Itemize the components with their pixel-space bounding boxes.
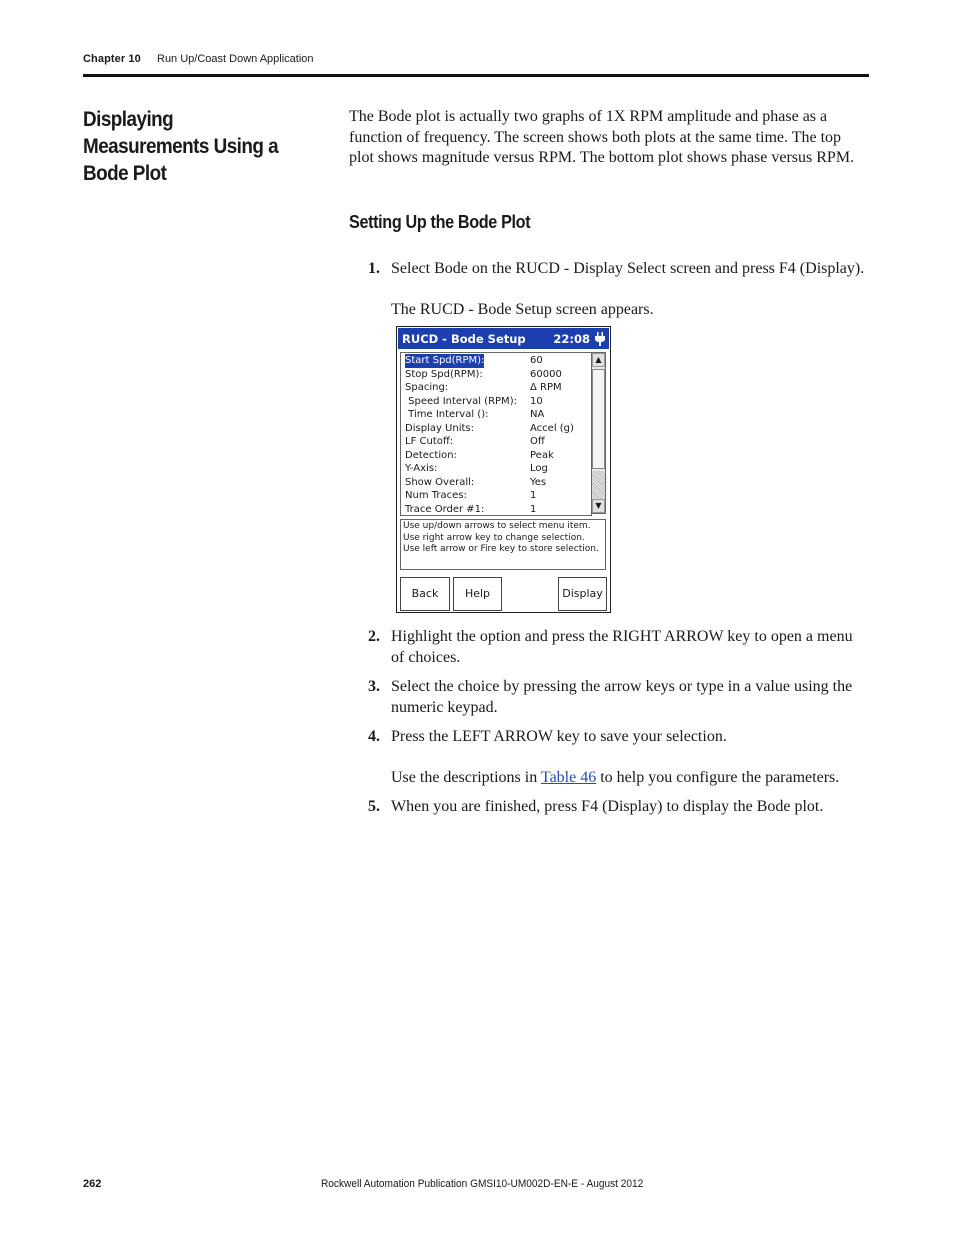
step-number: 2. — [368, 628, 380, 645]
setting-label: Time Interval (): — [405, 409, 489, 420]
setting-label: Trace Order #1: — [405, 503, 485, 515]
step-number: 1. — [368, 260, 380, 277]
setting-value: Log — [530, 463, 548, 474]
page-number: 262 — [83, 1178, 102, 1190]
setting-label: Num Traces: — [405, 490, 467, 501]
setting-row[interactable] — [403, 408, 591, 422]
chapter-title: Run Up/Coast Down Application — [157, 53, 314, 65]
setting-row[interactable] — [403, 422, 591, 436]
step-text: Select Bode on the RUCD - Display Select screen and press F4 (Display). — [391, 260, 865, 277]
note-text: Use the descriptions in — [391, 769, 541, 786]
setting-value: Peak — [530, 449, 554, 461]
section-title: Displaying Measurements Using a Bode Plot — [83, 108, 279, 185]
setting-row[interactable] — [403, 354, 591, 368]
table-46-link[interactable]: Table 46 — [540, 769, 597, 786]
setting-value: Yes — [530, 476, 547, 488]
setting-row[interactable] — [403, 503, 591, 517]
setting-label: Spacing: — [405, 382, 449, 393]
setting-value: 60000 — [530, 368, 562, 380]
step-text: Highlight the option and press the RIGHT ARROW key to open a menu of choices. — [391, 628, 853, 666]
settings-list[interactable] — [400, 352, 592, 516]
setting-value: 10 — [530, 395, 543, 407]
subheading: Setting Up the Bode Plot — [349, 212, 531, 232]
display-button[interactable]: Display — [558, 577, 607, 611]
setting-value: Δ RPM — [530, 382, 562, 393]
setting-value: Off — [530, 436, 545, 447]
setting-label: Show Overall: — [405, 476, 475, 488]
scroll-up-icon[interactable]: ▲ — [592, 353, 605, 367]
setting-row[interactable] — [403, 395, 591, 409]
setting-label: LF Cutoff: — [405, 436, 454, 447]
publication-info: Rockwell Automation Publication GMSI10-UM002D-EN-E - August 2012 — [321, 1178, 644, 1190]
setting-value: Accel (g) — [530, 422, 574, 434]
step-number: 4. — [368, 728, 380, 745]
scroll-track[interactable] — [592, 471, 605, 499]
device-title: RUCD - Bode Setup — [402, 332, 526, 346]
setting-value: NA — [530, 409, 545, 420]
intro-paragraph: The Bode plot is actually two graphs of 1X RPM amplitude and phase as a function of frequency. The screen shows both plots at the same time. The top plot shows magnitude versus RPM. The bottom plot shows phase versus RPM. — [349, 108, 855, 166]
setting-label: Detection: — [405, 449, 457, 461]
help-line: Use right arrow key to change selection. — [403, 532, 585, 543]
setting-row[interactable] — [403, 449, 591, 463]
setting-row[interactable] — [403, 489, 591, 503]
step-text: When you are finished, press F4 (Display) to display the Bode plot. — [391, 798, 824, 815]
help-line: Use up/down arrows to select menu item. — [403, 521, 591, 531]
setting-label: Start Spd(RPM): — [405, 355, 485, 366]
device-title-bar — [398, 328, 609, 349]
setting-value: 1 — [530, 490, 537, 501]
scroll-down-icon[interactable]: ▼ — [592, 499, 605, 513]
help-button[interactable]: Help — [453, 577, 502, 611]
setting-value: 1 — [530, 503, 537, 515]
setting-row[interactable] — [403, 462, 591, 476]
back-button[interactable]: Back — [400, 577, 450, 611]
setting-row[interactable] — [403, 435, 591, 449]
setting-value: 60 — [530, 355, 543, 366]
help-text-box — [400, 519, 606, 570]
step-4-note — [391, 768, 871, 789]
step-number: 3. — [368, 678, 380, 695]
setting-label: Display Units: — [405, 422, 474, 434]
step-text: Select the choice by pressing the arrow keys or type in a value using the numeric keypad. — [391, 678, 853, 716]
plug-icon — [594, 331, 606, 346]
scrollbar[interactable] — [591, 352, 606, 514]
setting-row[interactable] — [403, 476, 591, 490]
setting-label: Y-Axis: — [405, 463, 438, 474]
setting-row[interactable] — [403, 368, 591, 382]
note-text: to help you configure the parameters. — [596, 769, 840, 786]
step-text: Press the LEFT ARROW key to save your selection. — [391, 728, 727, 745]
bode-setup-screen — [396, 326, 611, 613]
device-clock: 22:08 — [553, 332, 590, 346]
setting-row[interactable] — [403, 381, 591, 395]
step-number: 5. — [368, 798, 380, 815]
help-line: Use left arrow or Fire key to store selection. — [403, 544, 599, 554]
scroll-thumb[interactable] — [592, 369, 605, 469]
chapter-label: Chapter 10 — [83, 53, 141, 65]
setting-label: Speed Interval (RPM): — [405, 395, 517, 407]
header-rule — [83, 74, 869, 77]
step-1-note: The RUCD - Bode Setup screen appears. — [391, 301, 654, 318]
setting-label: Stop Spd(RPM): — [405, 368, 483, 380]
